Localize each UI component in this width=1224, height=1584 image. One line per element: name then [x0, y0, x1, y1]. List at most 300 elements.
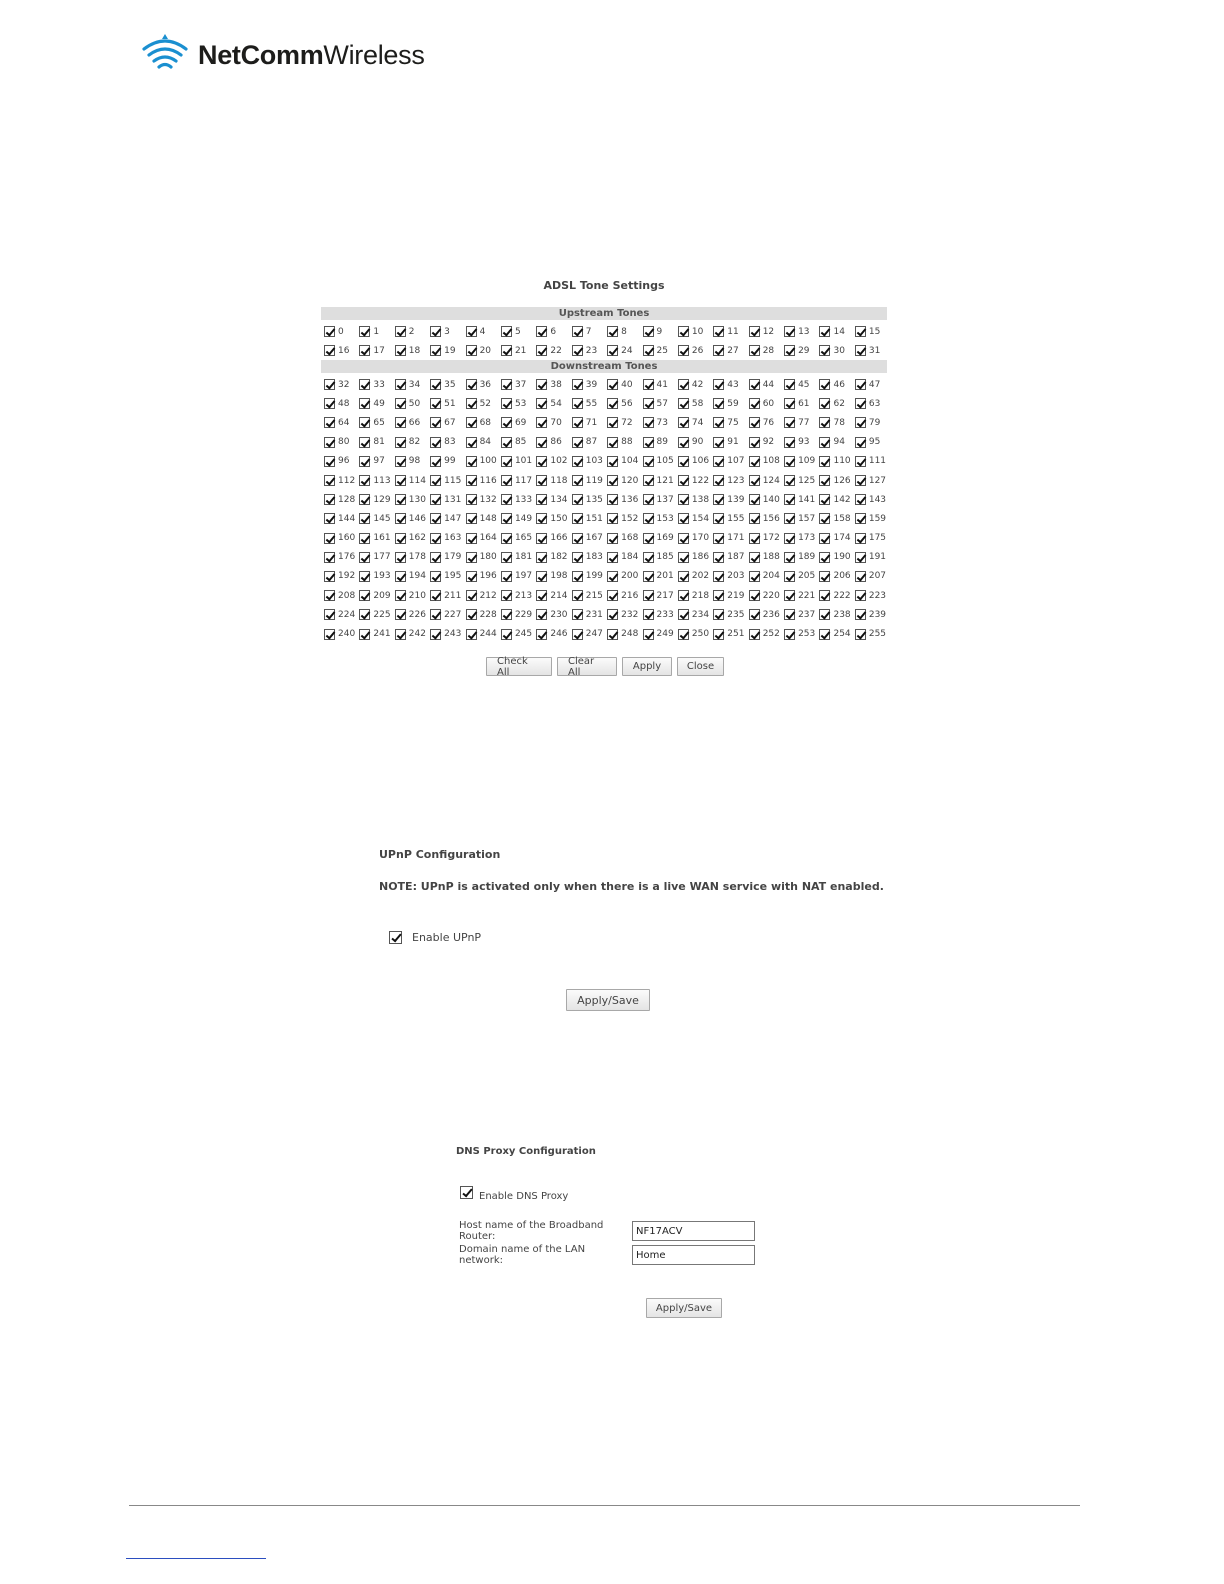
- tone-95-checkbox[interactable]: [855, 437, 866, 448]
- tone-116-checkbox[interactable]: [466, 475, 477, 486]
- tone-79-checkbox[interactable]: [855, 417, 866, 428]
- tone-210-label: 210: [408, 590, 426, 601]
- tone-177-checkbox[interactable]: [359, 552, 370, 563]
- tone-200-checkbox[interactable]: [607, 571, 618, 582]
- tone-13-label: 13: [798, 326, 810, 337]
- tone-190-checkbox[interactable]: [819, 552, 830, 563]
- tone-169-checkbox[interactable]: [643, 533, 654, 544]
- tone-155-checkbox[interactable]: [713, 513, 724, 524]
- tone-80-checkbox[interactable]: [324, 437, 335, 448]
- tone-234-checkbox[interactable]: [678, 609, 689, 620]
- tone-58-checkbox[interactable]: [678, 398, 689, 409]
- tone-132-checkbox[interactable]: [466, 494, 477, 505]
- tone-198-checkbox[interactable]: [536, 571, 547, 582]
- tone-162-checkbox[interactable]: [395, 533, 406, 544]
- tone-135-checkbox[interactable]: [572, 494, 583, 505]
- tone-145-checkbox[interactable]: [359, 513, 370, 524]
- tone-41-checkbox[interactable]: [643, 379, 654, 390]
- tone-105-checkbox[interactable]: [643, 456, 654, 467]
- tone-100-checkbox[interactable]: [466, 456, 477, 467]
- tone-196-checkbox[interactable]: [466, 571, 477, 582]
- tone-224-checkbox[interactable]: [324, 609, 335, 620]
- tone-242-checkbox[interactable]: [395, 629, 406, 640]
- enable-dns-proxy-checkbox[interactable]: [460, 1186, 473, 1199]
- tone-202-checkbox[interactable]: [678, 571, 689, 582]
- tone-33-checkbox[interactable]: [359, 379, 370, 390]
- tone-197-label: 197: [514, 571, 533, 582]
- tone-173-checkbox[interactable]: [784, 533, 795, 544]
- tone-33-label: 33: [373, 379, 385, 390]
- apply-button[interactable]: Apply: [622, 657, 672, 676]
- tone-76-checkbox[interactable]: [749, 417, 760, 428]
- tone-102-checkbox[interactable]: [536, 456, 547, 467]
- tone-45-checkbox[interactable]: [784, 379, 795, 390]
- tone-62-checkbox[interactable]: [819, 398, 830, 409]
- tone-22-checkbox[interactable]: [536, 345, 547, 356]
- tone-11-checkbox[interactable]: [713, 326, 724, 337]
- tone-168-checkbox[interactable]: [607, 533, 618, 544]
- tone-93-checkbox[interactable]: [784, 437, 795, 448]
- tone-24-checkbox[interactable]: [607, 345, 618, 356]
- tone-36-checkbox[interactable]: [466, 379, 477, 390]
- tone-153-checkbox[interactable]: [643, 513, 654, 524]
- tone-68-checkbox[interactable]: [466, 417, 477, 428]
- tone-182-label: 182: [550, 552, 568, 563]
- tone-203-checkbox[interactable]: [713, 571, 724, 582]
- tone-157-checkbox[interactable]: [784, 513, 795, 524]
- tone-110-checkbox[interactable]: [819, 456, 830, 467]
- tone-52-checkbox[interactable]: [466, 398, 477, 409]
- tone-150-checkbox[interactable]: [536, 513, 547, 524]
- tone-165-checkbox[interactable]: [501, 533, 512, 544]
- tone-176-checkbox[interactable]: [324, 552, 335, 563]
- tone-149-checkbox[interactable]: [501, 513, 512, 524]
- tone-245-checkbox[interactable]: [501, 629, 512, 640]
- tone-66-checkbox[interactable]: [395, 417, 406, 428]
- tone-78-checkbox[interactable]: [819, 417, 830, 428]
- tone-235-checkbox[interactable]: [713, 609, 724, 620]
- tone-119-checkbox[interactable]: [572, 475, 583, 486]
- tone-221-checkbox[interactable]: [784, 590, 795, 601]
- tone-205-checkbox[interactable]: [784, 571, 795, 582]
- tone-83-checkbox[interactable]: [430, 437, 441, 448]
- tone-164-checkbox[interactable]: [466, 533, 477, 544]
- tone-85-label: 85: [514, 437, 527, 448]
- enable-upnp-checkbox[interactable]: [389, 931, 402, 944]
- tone-117-checkbox[interactable]: [501, 475, 512, 486]
- tone-161-checkbox[interactable]: [359, 533, 370, 544]
- tone-236-checkbox[interactable]: [749, 609, 760, 620]
- tone-90-checkbox[interactable]: [678, 437, 689, 448]
- tone-185-checkbox[interactable]: [643, 552, 654, 563]
- tone-137-checkbox[interactable]: [643, 494, 654, 505]
- tone-130-checkbox[interactable]: [395, 494, 406, 505]
- tone-181-checkbox[interactable]: [501, 552, 512, 563]
- tone-128: [324, 490, 359, 509]
- tone-163-checkbox[interactable]: [430, 533, 441, 544]
- domain-name-input[interactable]: Home: [632, 1245, 755, 1265]
- tone-151-label: 151: [585, 513, 603, 524]
- tone-215-checkbox[interactable]: [572, 590, 583, 601]
- tone-194-checkbox[interactable]: [395, 571, 406, 582]
- tone-43-checkbox[interactable]: [713, 379, 724, 390]
- tone-9-checkbox[interactable]: [643, 326, 654, 337]
- tone-69-checkbox[interactable]: [501, 417, 512, 428]
- tone-29-checkbox[interactable]: [784, 345, 795, 356]
- tone-193-checkbox[interactable]: [359, 571, 370, 582]
- tone-214-checkbox[interactable]: [536, 590, 547, 601]
- tone-243-checkbox[interactable]: [430, 629, 441, 640]
- tone-141-checkbox[interactable]: [784, 494, 795, 505]
- upnp-apply-save-button[interactable]: Apply/Save: [566, 989, 650, 1011]
- tone-3-checkbox[interactable]: [430, 326, 441, 337]
- tone-94-checkbox[interactable]: [819, 437, 830, 448]
- tone-229-checkbox[interactable]: [501, 609, 512, 620]
- tone-74-checkbox[interactable]: [678, 417, 689, 428]
- tone-213-checkbox[interactable]: [501, 590, 512, 601]
- tone-16-checkbox[interactable]: [324, 345, 335, 356]
- tone-212-label: 212: [479, 590, 497, 601]
- tone-17-checkbox[interactable]: [359, 345, 370, 356]
- tone-122-label: 122: [691, 475, 710, 486]
- tone-34-checkbox[interactable]: [395, 379, 406, 390]
- tone-63-checkbox[interactable]: [855, 398, 866, 409]
- tone-124-checkbox[interactable]: [749, 475, 760, 486]
- tone-186-checkbox[interactable]: [678, 552, 689, 563]
- host-name-input[interactable]: NF17ACV: [632, 1221, 755, 1241]
- tone-28-checkbox[interactable]: [749, 345, 760, 356]
- tone-252-checkbox[interactable]: [749, 629, 760, 640]
- tone-81-checkbox[interactable]: [359, 437, 370, 448]
- tone-49-checkbox[interactable]: [359, 398, 370, 409]
- tone-127-checkbox[interactable]: [855, 475, 866, 486]
- tone-182-checkbox[interactable]: [536, 552, 547, 563]
- tone-129-checkbox[interactable]: [359, 494, 370, 505]
- tone-57-checkbox[interactable]: [643, 398, 654, 409]
- tone-53-checkbox[interactable]: [501, 398, 512, 409]
- tone-86-checkbox[interactable]: [536, 437, 547, 448]
- tone-222-checkbox[interactable]: [819, 590, 830, 601]
- tone-39-checkbox[interactable]: [572, 379, 583, 390]
- tone-55-checkbox[interactable]: [572, 398, 583, 409]
- tone-142-checkbox[interactable]: [819, 494, 830, 505]
- tone-103-checkbox[interactable]: [572, 456, 583, 467]
- tone-4-checkbox[interactable]: [466, 326, 477, 337]
- tone-217-checkbox[interactable]: [643, 590, 654, 601]
- tone-160-checkbox[interactable]: [324, 533, 335, 544]
- tone-30-checkbox[interactable]: [819, 345, 830, 356]
- tone-47-checkbox[interactable]: [855, 379, 866, 390]
- tone-48-checkbox[interactable]: [324, 398, 335, 409]
- tone-31-checkbox[interactable]: [855, 345, 866, 356]
- tone-171-checkbox[interactable]: [713, 533, 724, 544]
- tone-123: [713, 471, 748, 490]
- tone-15-checkbox[interactable]: [855, 326, 866, 337]
- tone-166-checkbox[interactable]: [536, 533, 547, 544]
- tone-99: [430, 452, 465, 471]
- tone-95: [855, 433, 890, 452]
- tone-56-checkbox[interactable]: [607, 398, 618, 409]
- tone-5-checkbox[interactable]: [501, 326, 512, 337]
- tone-37-checkbox[interactable]: [501, 379, 512, 390]
- tone-249-checkbox[interactable]: [643, 629, 654, 640]
- tone-155: [713, 509, 748, 528]
- dns-apply-save-button[interactable]: Apply/Save: [646, 1298, 722, 1318]
- tone-0-checkbox[interactable]: [324, 326, 335, 337]
- tone-42-checkbox[interactable]: [678, 379, 689, 390]
- tone-211-checkbox[interactable]: [430, 590, 441, 601]
- tone-44-checkbox[interactable]: [749, 379, 760, 390]
- tone-187-checkbox[interactable]: [713, 552, 724, 563]
- tone-168-label: 168: [621, 533, 639, 544]
- tone-131-checkbox[interactable]: [430, 494, 441, 505]
- tone-25-checkbox[interactable]: [643, 345, 654, 356]
- tone-98-checkbox[interactable]: [395, 456, 406, 467]
- tone-170-checkbox[interactable]: [678, 533, 689, 544]
- tone-197-checkbox[interactable]: [501, 571, 512, 582]
- tone-192-checkbox[interactable]: [324, 571, 335, 582]
- tone-35-checkbox[interactable]: [430, 379, 441, 390]
- tone-213-label: 213: [514, 590, 533, 601]
- tone-77-checkbox[interactable]: [784, 417, 795, 428]
- tone-20-checkbox[interactable]: [466, 345, 477, 356]
- tone-109: [784, 452, 819, 471]
- tone-175-checkbox[interactable]: [855, 533, 866, 544]
- tone-59-label: 59: [727, 398, 739, 409]
- tone-218-checkbox[interactable]: [678, 590, 689, 601]
- tone-188-checkbox[interactable]: [749, 552, 760, 563]
- tone-230-checkbox[interactable]: [536, 609, 547, 620]
- tone-154-checkbox[interactable]: [678, 513, 689, 524]
- tone-250-checkbox[interactable]: [678, 629, 689, 640]
- host-name-row: [459, 1220, 755, 1242]
- tone-75-checkbox[interactable]: [713, 417, 724, 428]
- tone-46-checkbox[interactable]: [819, 379, 830, 390]
- tone-189-checkbox[interactable]: [784, 552, 795, 563]
- tone-191-label: 191: [868, 552, 887, 563]
- tone-191-checkbox[interactable]: [855, 552, 866, 563]
- tone-27-checkbox[interactable]: [713, 345, 724, 356]
- tone-148-checkbox[interactable]: [466, 513, 477, 524]
- tone-112-checkbox[interactable]: [324, 475, 335, 486]
- tone-128-checkbox[interactable]: [324, 494, 335, 505]
- tone-19-checkbox[interactable]: [430, 345, 441, 356]
- tone-244-checkbox[interactable]: [466, 629, 477, 640]
- tone-108-checkbox[interactable]: [749, 456, 760, 467]
- tone-70-checkbox[interactable]: [536, 417, 547, 428]
- tone-152-checkbox[interactable]: [607, 513, 618, 524]
- tone-138-checkbox[interactable]: [678, 494, 689, 505]
- tone-38-checkbox[interactable]: [536, 379, 547, 390]
- tone-207-checkbox[interactable]: [855, 571, 866, 582]
- tone-144-checkbox[interactable]: [324, 513, 335, 524]
- tone-64-checkbox[interactable]: [324, 417, 335, 428]
- tone-225-checkbox[interactable]: [359, 609, 370, 620]
- tone-2-label: 2: [408, 326, 415, 337]
- check-all-button[interactable]: Check All: [486, 657, 552, 676]
- tone-126-checkbox[interactable]: [819, 475, 830, 486]
- tone-240-checkbox[interactable]: [324, 629, 335, 640]
- tone-172-checkbox[interactable]: [749, 533, 760, 544]
- tone-67-checkbox[interactable]: [430, 417, 441, 428]
- tone-140-checkbox[interactable]: [749, 494, 760, 505]
- tone-88: [607, 433, 642, 452]
- tone-226-checkbox[interactable]: [395, 609, 406, 620]
- tone-21-checkbox[interactable]: [501, 345, 512, 356]
- tone-199-checkbox[interactable]: [572, 571, 583, 582]
- tone-121-checkbox[interactable]: [643, 475, 654, 486]
- tone-210-checkbox[interactable]: [395, 590, 406, 601]
- logo-brand-bold: NetComm: [198, 39, 324, 70]
- tone-179-checkbox[interactable]: [430, 552, 441, 563]
- tone-26-checkbox[interactable]: [678, 345, 689, 356]
- tone-147-checkbox[interactable]: [430, 513, 441, 524]
- tone-91-checkbox[interactable]: [713, 437, 724, 448]
- tone-201-checkbox[interactable]: [643, 571, 654, 582]
- tone-104-checkbox[interactable]: [607, 456, 618, 467]
- tone-23-checkbox[interactable]: [572, 345, 583, 356]
- tone-6-checkbox[interactable]: [536, 326, 547, 337]
- tone-184-checkbox[interactable]: [607, 552, 618, 563]
- tone-233-checkbox[interactable]: [643, 609, 654, 620]
- tone-2-checkbox[interactable]: [395, 326, 406, 337]
- tone-231-checkbox[interactable]: [572, 609, 583, 620]
- tone-1-checkbox[interactable]: [359, 326, 370, 337]
- tone-198-label: 198: [550, 571, 568, 582]
- tone-54-checkbox[interactable]: [536, 398, 547, 409]
- tone-51-checkbox[interactable]: [430, 398, 441, 409]
- tone-216-checkbox[interactable]: [607, 590, 618, 601]
- tone-114-checkbox[interactable]: [395, 475, 406, 486]
- tone-204-checkbox[interactable]: [749, 571, 760, 582]
- tone-118-checkbox[interactable]: [536, 475, 547, 486]
- tone-159-checkbox[interactable]: [855, 513, 866, 524]
- tone-212-checkbox[interactable]: [466, 590, 477, 601]
- tone-253-checkbox[interactable]: [784, 629, 795, 640]
- tone-85-checkbox[interactable]: [501, 437, 512, 448]
- tone-167-label: 167: [585, 533, 603, 544]
- tone-246-checkbox[interactable]: [536, 629, 547, 640]
- tone-247-checkbox[interactable]: [572, 629, 583, 640]
- tone-255-checkbox[interactable]: [855, 629, 866, 640]
- tone-228-checkbox[interactable]: [466, 609, 477, 620]
- tone-84-label: 84: [479, 437, 492, 448]
- tone-60-checkbox[interactable]: [749, 398, 760, 409]
- tone-111-checkbox[interactable]: [855, 456, 866, 467]
- tone-61-checkbox[interactable]: [784, 398, 795, 409]
- tone-158-checkbox[interactable]: [819, 513, 830, 524]
- tone-103: [572, 452, 607, 471]
- tone-7-checkbox[interactable]: [572, 326, 583, 337]
- tone-251-checkbox[interactable]: [713, 629, 724, 640]
- tone-107-checkbox[interactable]: [713, 456, 724, 467]
- tone-109-checkbox[interactable]: [784, 456, 795, 467]
- tone-134-checkbox[interactable]: [536, 494, 547, 505]
- tone-82-checkbox[interactable]: [395, 437, 406, 448]
- tone-106-checkbox[interactable]: [678, 456, 689, 467]
- tone-223: [855, 586, 890, 605]
- tone-180-checkbox[interactable]: [466, 552, 477, 563]
- tone-151-checkbox[interactable]: [572, 513, 583, 524]
- tone-241-checkbox[interactable]: [359, 629, 370, 640]
- tone-239-checkbox[interactable]: [855, 609, 866, 620]
- tone-113-checkbox[interactable]: [359, 475, 370, 486]
- tone-139-checkbox[interactable]: [713, 494, 724, 505]
- tone-248-checkbox[interactable]: [607, 629, 618, 640]
- tone-96-checkbox[interactable]: [324, 456, 335, 467]
- tone-92-checkbox[interactable]: [749, 437, 760, 448]
- tone-167-checkbox[interactable]: [572, 533, 583, 544]
- tone-183-checkbox[interactable]: [572, 552, 583, 563]
- tone-73-checkbox[interactable]: [643, 417, 654, 428]
- tone-223-checkbox[interactable]: [855, 590, 866, 601]
- tone-97-checkbox[interactable]: [359, 456, 370, 467]
- tone-71-checkbox[interactable]: [572, 417, 583, 428]
- tone-12-checkbox[interactable]: [749, 326, 760, 337]
- tone-65-checkbox[interactable]: [359, 417, 370, 428]
- tone-122-checkbox[interactable]: [678, 475, 689, 486]
- tone-232-checkbox[interactable]: [607, 609, 618, 620]
- clear-all-button[interactable]: Clear All: [557, 657, 617, 676]
- tone-10-checkbox[interactable]: [678, 326, 689, 337]
- tone-22-label: 22: [550, 345, 562, 356]
- tone-206-checkbox[interactable]: [819, 571, 830, 582]
- tone-32-checkbox[interactable]: [324, 379, 335, 390]
- tone-8-checkbox[interactable]: [607, 326, 618, 337]
- tone-120-checkbox[interactable]: [607, 475, 618, 486]
- tone-174-checkbox[interactable]: [819, 533, 830, 544]
- tone-195-checkbox[interactable]: [430, 571, 441, 582]
- tone-18-checkbox[interactable]: [395, 345, 406, 356]
- close-button[interactable]: Close: [677, 657, 724, 676]
- tone-87-checkbox[interactable]: [572, 437, 583, 448]
- tone-84-checkbox[interactable]: [466, 437, 477, 448]
- tone-89-checkbox[interactable]: [643, 437, 654, 448]
- tone-99-checkbox[interactable]: [430, 456, 441, 467]
- tone-219-checkbox[interactable]: [713, 590, 724, 601]
- tone-237-checkbox[interactable]: [784, 609, 795, 620]
- tone-136-checkbox[interactable]: [607, 494, 618, 505]
- tone-220-checkbox[interactable]: [749, 590, 760, 601]
- tone-143-checkbox[interactable]: [855, 494, 866, 505]
- tone-77-label: 77: [798, 417, 810, 428]
- tone-254-checkbox[interactable]: [819, 629, 830, 640]
- tone-242: [395, 624, 430, 643]
- tone-101-checkbox[interactable]: [501, 456, 512, 467]
- tone-175: [855, 529, 890, 548]
- tone-156-checkbox[interactable]: [749, 513, 760, 524]
- host-name-label: Host name of the Broadband Router:: [459, 1220, 604, 1242]
- tone-227-checkbox[interactable]: [430, 609, 441, 620]
- tone-40-checkbox[interactable]: [607, 379, 618, 390]
- tone-59-checkbox[interactable]: [713, 398, 724, 409]
- tone-178-checkbox[interactable]: [395, 552, 406, 563]
- tone-50-checkbox[interactable]: [395, 398, 406, 409]
- tone-208-checkbox[interactable]: [324, 590, 335, 601]
- tone-14-checkbox[interactable]: [819, 326, 830, 337]
- tone-123-checkbox[interactable]: [713, 475, 724, 486]
- tone-115-checkbox[interactable]: [430, 475, 441, 486]
- tone-13-checkbox[interactable]: [784, 326, 795, 337]
- tone-209-checkbox[interactable]: [359, 590, 370, 601]
- tone-125-checkbox[interactable]: [784, 475, 795, 486]
- tone-146-checkbox[interactable]: [395, 513, 406, 524]
- tone-127-label: 127: [868, 475, 887, 486]
- tone-238-checkbox[interactable]: [819, 609, 830, 620]
- tone-88-checkbox[interactable]: [607, 437, 618, 448]
- tone-133-checkbox[interactable]: [501, 494, 512, 505]
- tone-72-checkbox[interactable]: [607, 417, 618, 428]
